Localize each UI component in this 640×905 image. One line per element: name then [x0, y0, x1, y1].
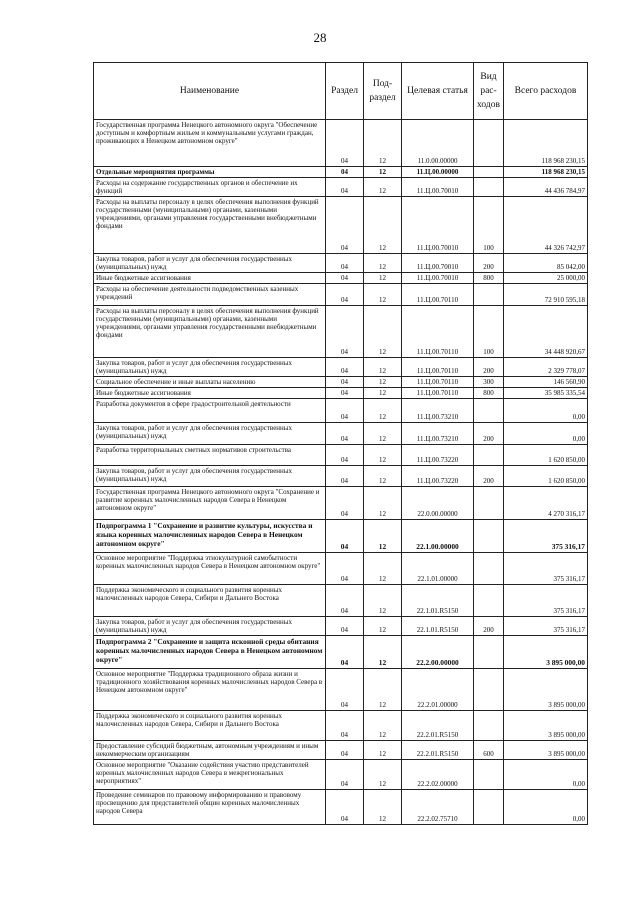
table-row: [94, 636, 588, 669]
cell-total: 3 895 000,00: [504, 669, 588, 711]
cell-total: 35 985 335,54: [504, 388, 588, 399]
cell-subsection: 12: [364, 399, 402, 423]
header-expense-type: Вид рас-ходов: [474, 63, 504, 120]
cell-expense-type: 800: [474, 388, 504, 399]
cell-target: 22.2.00.00000: [402, 636, 474, 669]
cell-total: 44 326 742,97: [504, 197, 588, 254]
cell-total: 34 448 920,67: [504, 306, 588, 358]
table-row: [94, 178, 588, 197]
cell-name: Социальное обеспечение и иные выплаты населению: [94, 377, 326, 388]
cell-section: 04: [326, 167, 364, 178]
cell-total: 3 895 000,00: [504, 711, 588, 741]
cell-total: 0,00: [504, 760, 588, 790]
cell-total: 44 436 784,97: [504, 178, 588, 197]
cell-section: 04: [326, 388, 364, 399]
cell-section: 04: [326, 178, 364, 197]
cell-subsection: 12: [364, 284, 402, 306]
cell-total: 3 895 000,00: [504, 741, 588, 760]
header-name: Наименование: [94, 63, 326, 120]
cell-expense-type: 200: [474, 617, 504, 636]
cell-expense-type: 600: [474, 741, 504, 760]
cell-total: 0,00: [504, 423, 588, 445]
table-row: [94, 423, 588, 445]
cell-total: 2 329 778,07: [504, 358, 588, 377]
cell-name: Расходы на содержание государственных органов и обеспечение их функций: [94, 178, 326, 197]
cell-target: 11.Ц.00.00000: [402, 167, 474, 178]
cell-subsection: 12: [364, 273, 402, 284]
cell-name: Подпрограмма 2 "Сохранение и защита исконной среды обитания коренных малочисленных народов Севера в Ненецком автономном округе": [94, 636, 326, 669]
cell-name: Закупка товаров, работ и услуг для обеспечения государственных (муниципальных) нужд: [94, 466, 326, 487]
cell-expense-type: 100: [474, 306, 504, 358]
cell-subsection: 12: [364, 790, 402, 825]
cell-expense-type: [474, 760, 504, 790]
cell-section: 04: [326, 790, 364, 825]
cell-target: 22.1.01.R5150: [402, 585, 474, 617]
cell-subsection: 12: [364, 617, 402, 636]
cell-name: Государственная программа Ненецкого автономного округа "Сохранение и развитие коренных малочисленных народов Севера в Ненецком автономном округе": [94, 487, 326, 520]
table-row: [94, 284, 588, 306]
cell-section: 04: [326, 399, 364, 423]
cell-total: 85 042,00: [504, 254, 588, 273]
cell-total: 1 620 850,00: [504, 445, 588, 466]
cell-section: 04: [326, 445, 364, 466]
cell-expense-type: 200: [474, 254, 504, 273]
cell-section: 04: [326, 466, 364, 487]
cell-name: Расходы на обеспечение деятельности подведомственных казенных учреждений: [94, 284, 326, 306]
page-number: 28: [313, 30, 327, 45]
cell-expense-type: [474, 585, 504, 617]
cell-subsection: 12: [364, 377, 402, 388]
cell-section: 04: [326, 358, 364, 377]
cell-expense-type: [474, 284, 504, 306]
cell-target: 22.2.01.R5150: [402, 741, 474, 760]
table-row: [94, 120, 588, 167]
cell-target: 22.1.01.00000: [402, 553, 474, 585]
cell-name: Отдельные мероприятия программы: [94, 167, 326, 178]
cell-expense-type: [474, 167, 504, 178]
table-row: [94, 358, 588, 377]
cell-subsection: 12: [364, 423, 402, 445]
table-row: [94, 399, 588, 423]
cell-total: 146 560,90: [504, 377, 588, 388]
cell-total: 4 270 316,17: [504, 487, 588, 520]
cell-name: Закупка товаров, работ и услуг для обеспечения государственных (муниципальных) нужд: [94, 617, 326, 636]
cell-subsection: 12: [364, 178, 402, 197]
cell-expense-type: 800: [474, 273, 504, 284]
cell-section: 04: [326, 636, 364, 669]
header-subsection: Под-раздел: [364, 63, 402, 120]
cell-expense-type: [474, 553, 504, 585]
cell-name: Проведение семинаров по правовому информированию и правовому просвещению для представителей общин коренных малочисленных народов Севера: [94, 790, 326, 825]
cell-expense-type: [474, 790, 504, 825]
cell-total: 375 316,17: [504, 553, 588, 585]
cell-name: Предоставление субсидий бюджетным, автономным учреждениям и иным некоммерческим организациям: [94, 741, 326, 760]
cell-target: 11.Ц.00.70110: [402, 358, 474, 377]
cell-target: 22.2.01.R5150: [402, 711, 474, 741]
cell-section: 04: [326, 741, 364, 760]
cell-subsection: 12: [364, 358, 402, 377]
table-row: [94, 377, 588, 388]
cell-expense-type: [474, 487, 504, 520]
cell-subsection: 12: [364, 120, 402, 167]
cell-section: 04: [326, 669, 364, 711]
cell-name: Основное мероприятие "Оказание содействия участию представителей коренных малочисленных народов Севера в межрегиональных мероприятиях": [94, 760, 326, 790]
table-row: [94, 711, 588, 741]
cell-total: 375 316,17: [504, 520, 588, 553]
cell-target: 11.Ц.00.70110: [402, 284, 474, 306]
cell-subsection: 12: [364, 553, 402, 585]
cell-section: 04: [326, 254, 364, 273]
table-row: [94, 254, 588, 273]
cell-name: Государственная программа Ненецкого автономного округа "Обеспечение доступным и комфортным жильем и коммунальными услугами граждан, проживающих в Ненецком автономном округе": [94, 120, 326, 167]
cell-expense-type: 200: [474, 466, 504, 487]
cell-expense-type: [474, 178, 504, 197]
cell-expense-type: [474, 120, 504, 167]
cell-target: 22.1.01.R5150: [402, 617, 474, 636]
cell-subsection: 12: [364, 711, 402, 741]
cell-section: 04: [326, 585, 364, 617]
cell-subsection: 12: [364, 669, 402, 711]
cell-subsection: 12: [364, 760, 402, 790]
table-row: [94, 273, 588, 284]
table-row: [94, 306, 588, 358]
budget-table: [93, 62, 588, 825]
cell-name: Разработка территориальных сметных нормативов строительства: [94, 445, 326, 466]
cell-expense-type: [474, 399, 504, 423]
cell-target: 11.Ц.00.73220: [402, 466, 474, 487]
cell-subsection: 12: [364, 741, 402, 760]
cell-target: 11.Ц.00.70010: [402, 254, 474, 273]
cell-name: Расходы на выплаты персоналу в целях обеспечения выполнения функций государственными (муниципальными) органами, казенными учреждениями, органами управления государственными внебюджетными фондами: [94, 197, 326, 254]
cell-total: 3 895 000,00: [504, 636, 588, 669]
cell-target: 22.2.02.75710: [402, 790, 474, 825]
cell-name: Разработка документов в сфере градостроительной деятельности: [94, 399, 326, 423]
cell-subsection: 12: [364, 254, 402, 273]
cell-section: 04: [326, 553, 364, 585]
cell-section: 04: [326, 284, 364, 306]
cell-total: 118 968 230,15: [504, 120, 588, 167]
table-row: [94, 617, 588, 636]
cell-target: 11.Ц.00.70010: [402, 178, 474, 197]
cell-expense-type: 100: [474, 197, 504, 254]
cell-subsection: 12: [364, 445, 402, 466]
cell-subsection: 12: [364, 388, 402, 399]
table-row: [94, 445, 588, 466]
cell-name: Подпрограмма 1 "Сохранение и развитие культуры, искусства и языка коренных малочисленных народов Севера в Ненецком автономном округе": [94, 520, 326, 553]
cell-expense-type: [474, 669, 504, 711]
cell-subsection: 12: [364, 585, 402, 617]
cell-subsection: 12: [364, 636, 402, 669]
cell-name: Поддержка экономического и социального развития коренных малочисленных народов Севера, Сибири и Дальнего Востока: [94, 711, 326, 741]
cell-section: 04: [326, 197, 364, 254]
cell-total: 0,00: [504, 399, 588, 423]
table-row: [94, 388, 588, 399]
table-row: [94, 669, 588, 711]
table-body: [94, 120, 588, 825]
cell-expense-type: [474, 445, 504, 466]
cell-target: 11.Ц.00.70010: [402, 197, 474, 254]
cell-name: Основное мероприятие "Поддержка этнокультурной самобытности коренных малочисленных народов Севера в Ненецком автономном округе": [94, 553, 326, 585]
cell-target: 11.Ц.00.73210: [402, 399, 474, 423]
cell-target: 22.1.00.00000: [402, 520, 474, 553]
cell-total: 118 968 230,15: [504, 167, 588, 178]
cell-expense-type: [474, 636, 504, 669]
cell-target: 11.0.00.00000: [402, 120, 474, 167]
cell-section: 04: [326, 423, 364, 445]
cell-name: Основное мероприятие "Поддержка традиционного образа жизни и традиционного хозяйствования коренных малочисленных народов Севера в Ненецком автономном округе": [94, 669, 326, 711]
cell-subsection: 12: [364, 520, 402, 553]
cell-target: 11.Ц.00.70110: [402, 306, 474, 358]
cell-section: 04: [326, 711, 364, 741]
cell-expense-type: 300: [474, 377, 504, 388]
table-row: [94, 585, 588, 617]
cell-section: 04: [326, 120, 364, 167]
table-row: [94, 197, 588, 254]
cell-total: 0,00: [504, 790, 588, 825]
cell-target: 11.Ц.00.70110: [402, 388, 474, 399]
cell-section: 04: [326, 520, 364, 553]
table-row: [94, 466, 588, 487]
cell-section: 04: [326, 306, 364, 358]
cell-subsection: 12: [364, 487, 402, 520]
cell-subsection: 12: [364, 197, 402, 254]
cell-name: Иные бюджетные ассигнования: [94, 388, 326, 399]
cell-section: 04: [326, 760, 364, 790]
cell-total: 25 000,00: [504, 273, 588, 284]
header-total: Всего расходов: [504, 63, 588, 120]
cell-name: Закупка товаров, работ и услуг для обеспечения государственных (муниципальных) нужд: [94, 254, 326, 273]
table-row: [94, 520, 588, 553]
cell-expense-type: [474, 711, 504, 741]
cell-target: 11.Ц.00.70010: [402, 273, 474, 284]
cell-subsection: 12: [364, 167, 402, 178]
cell-total: 375 316,17: [504, 617, 588, 636]
table-row: [94, 167, 588, 178]
cell-expense-type: [474, 520, 504, 553]
cell-target: 22.0.00.00000: [402, 487, 474, 520]
table-header-row: [94, 63, 588, 120]
cell-target: 11.Ц.00.73210: [402, 423, 474, 445]
table-row: [94, 553, 588, 585]
header-target: Целевая статья: [402, 63, 474, 120]
table-row: [94, 760, 588, 790]
cell-expense-type: 200: [474, 423, 504, 445]
table-row: [94, 741, 588, 760]
cell-subsection: 12: [364, 466, 402, 487]
cell-total: 1 620 850,00: [504, 466, 588, 487]
cell-total: 375 316,17: [504, 585, 588, 617]
cell-section: 04: [326, 617, 364, 636]
cell-total: 72 910 595,18: [504, 284, 588, 306]
cell-name: Иные бюджетные ассигнования: [94, 273, 326, 284]
cell-subsection: 12: [364, 306, 402, 358]
cell-target: 22.2.02.00000: [402, 760, 474, 790]
cell-name: Закупка товаров, работ и услуг для обеспечения государственных (муниципальных) нужд: [94, 423, 326, 445]
cell-name: Закупка товаров, работ и услуг для обеспечения государственных (муниципальных) нужд: [94, 358, 326, 377]
cell-section: 04: [326, 377, 364, 388]
cell-target: 11.Ц.00.70110: [402, 377, 474, 388]
cell-name: Расходы на выплаты персоналу в целях обеспечения выполнения функций государственными (муниципальными) органами, казенными учреждениями, органами управления государственными внебюджетными фондами: [94, 306, 326, 358]
header-section: Раздел: [326, 63, 364, 120]
cell-section: 04: [326, 487, 364, 520]
cell-expense-type: 200: [474, 358, 504, 377]
table-row: [94, 487, 588, 520]
cell-target: 11.Ц.00.73220: [402, 445, 474, 466]
table-row: [94, 790, 588, 825]
cell-target: 22.2.01.00000: [402, 669, 474, 711]
cell-name: Поддержка экономического и социального развития коренных малочисленных народов Севера, Сибири и Дальнего Востока: [94, 585, 326, 617]
cell-section: 04: [326, 273, 364, 284]
